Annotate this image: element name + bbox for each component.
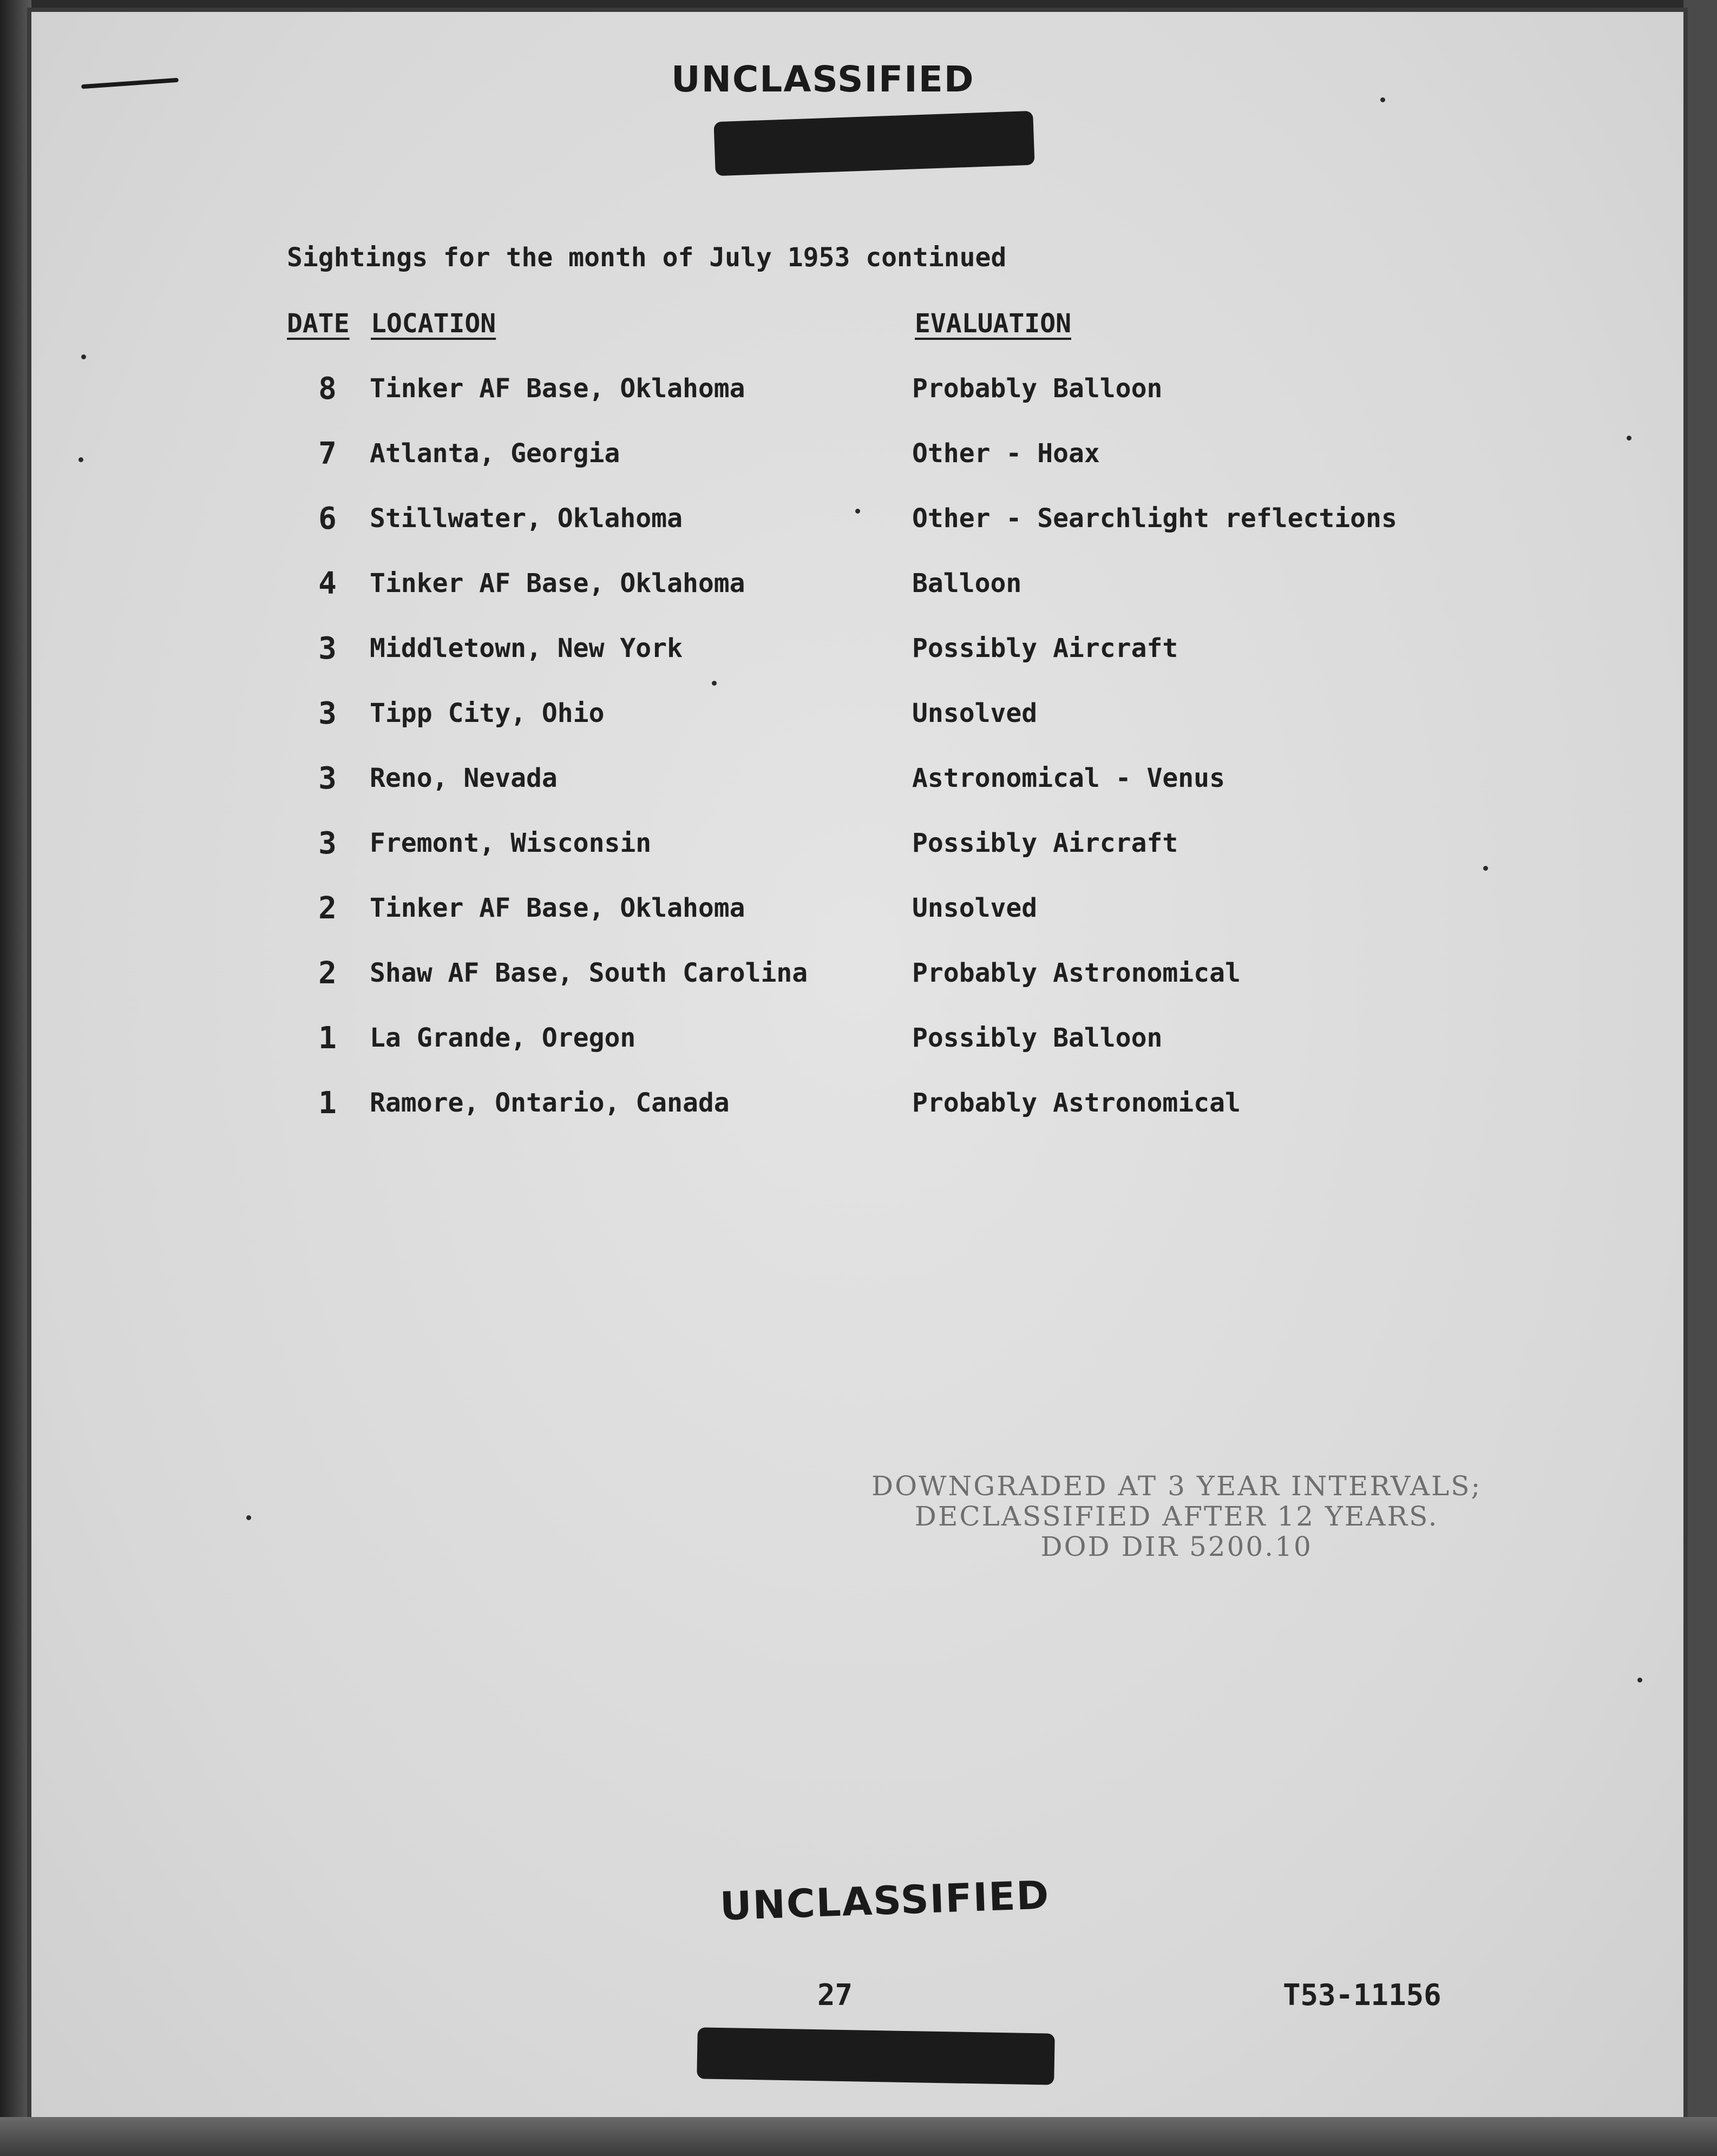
- redaction-bar-bottom: [697, 2027, 1055, 2085]
- scan-speck: [1627, 436, 1631, 441]
- sighting-evaluation: Unsolved: [912, 893, 1038, 923]
- sighting-location: Stillwater, Oklahoma: [370, 503, 683, 534]
- sighting-location: Tinker AF Base, Oklahoma: [370, 373, 745, 404]
- classification-stamp-top: UNCLASSIFIED: [671, 58, 975, 100]
- column-header-evaluation: EVALUATION: [915, 308, 1071, 339]
- sighting-row: [311, 1021, 1502, 1086]
- sighting-evaluation: Balloon: [912, 568, 1022, 599]
- sighting-row: [311, 631, 1502, 696]
- sighting-row: [311, 1086, 1502, 1151]
- sighting-date: 6: [318, 501, 337, 536]
- page-heading: Sightings for the month of July 1953 continued: [287, 242, 1007, 273]
- column-header-date: DATE: [287, 308, 350, 339]
- sighting-row: [311, 436, 1502, 501]
- sightings-list: [311, 371, 1502, 1151]
- scan-speck: [1637, 1678, 1642, 1682]
- sighting-date: 1: [318, 1086, 337, 1121]
- sighting-date: 3: [318, 696, 337, 731]
- classification-stamp-bottom: UNCLASSIFIED: [719, 1872, 1051, 1929]
- sighting-evaluation: Possibly Aircraft: [912, 828, 1178, 858]
- scan-speck: [246, 1515, 251, 1520]
- sighting-row: [311, 956, 1502, 1021]
- sighting-location: Ramore, Ontario, Canada: [370, 1088, 730, 1118]
- sighting-date: 3: [318, 761, 337, 796]
- downgrade-line-2: DECLASSIFIED AFTER 12 YEARS.: [914, 1501, 1439, 1532]
- sighting-evaluation: Astronomical - Venus: [912, 763, 1225, 793]
- downgrade-line-3: DOD DIR 5200.10: [1040, 1531, 1313, 1562]
- downgrade-stamp: [871, 1471, 1482, 1562]
- sighting-evaluation: Other - Hoax: [912, 438, 1100, 469]
- sighting-location: Tinker AF Base, Oklahoma: [370, 568, 745, 599]
- sighting-evaluation: Possibly Balloon: [912, 1023, 1163, 1053]
- scan-border-right: [1683, 0, 1717, 2156]
- scan-speck: [712, 681, 717, 686]
- sighting-row: [311, 566, 1502, 631]
- sighting-location: Shaw AF Base, South Carolina: [370, 958, 808, 988]
- sighting-row: [311, 371, 1502, 436]
- scan-speck: [81, 354, 86, 359]
- sighting-location: La Grande, Oregon: [370, 1023, 636, 1053]
- sighting-row: [311, 761, 1502, 826]
- sighting-location: Atlanta, Georgia: [370, 438, 620, 469]
- scan-border-left: [0, 0, 31, 2156]
- scan-speck: [855, 509, 860, 514]
- sighting-date: 2: [318, 956, 337, 991]
- scan-speck: [1380, 97, 1385, 102]
- column-header-location: LOCATION: [371, 308, 496, 339]
- sighting-date: 2: [318, 891, 337, 926]
- sighting-location: Fremont, Wisconsin: [370, 828, 652, 858]
- scan-speck: [1483, 866, 1488, 871]
- sighting-evaluation: Probably Balloon: [912, 373, 1163, 404]
- sighting-location: Middletown, New York: [370, 633, 683, 663]
- sighting-row: [311, 826, 1502, 891]
- sighting-date: 7: [318, 436, 337, 471]
- sighting-date: 3: [318, 826, 337, 861]
- sighting-date: 1: [318, 1021, 337, 1056]
- redaction-bar-top: [713, 111, 1034, 176]
- sighting-evaluation: Probably Astronomical: [912, 1088, 1241, 1118]
- sighting-date: 4: [318, 566, 337, 601]
- sighting-location: Tinker AF Base, Oklahoma: [370, 893, 745, 923]
- sighting-location: Tipp City, Ohio: [370, 698, 605, 728]
- sighting-location: Reno, Nevada: [370, 763, 558, 793]
- sighting-evaluation: Other - Searchlight reflections: [912, 503, 1397, 534]
- downgrade-line-1: DOWNGRADED AT 3 YEAR INTERVALS;: [871, 1470, 1482, 1502]
- scan-speck: [78, 457, 83, 462]
- sighting-date: 8: [318, 371, 337, 406]
- sighting-evaluation: Unsolved: [912, 698, 1038, 728]
- document-id: T53-11156: [1283, 1978, 1441, 2012]
- sighting-date: 3: [318, 631, 337, 666]
- sighting-evaluation: Probably Astronomical: [912, 958, 1241, 988]
- sighting-row: [311, 501, 1502, 566]
- sighting-row: [311, 891, 1502, 956]
- sighting-row: [311, 696, 1502, 761]
- scan-border-bottom: [0, 2117, 1717, 2156]
- page-number: 27: [817, 1978, 853, 2012]
- sighting-evaluation: Possibly Aircraft: [912, 633, 1178, 663]
